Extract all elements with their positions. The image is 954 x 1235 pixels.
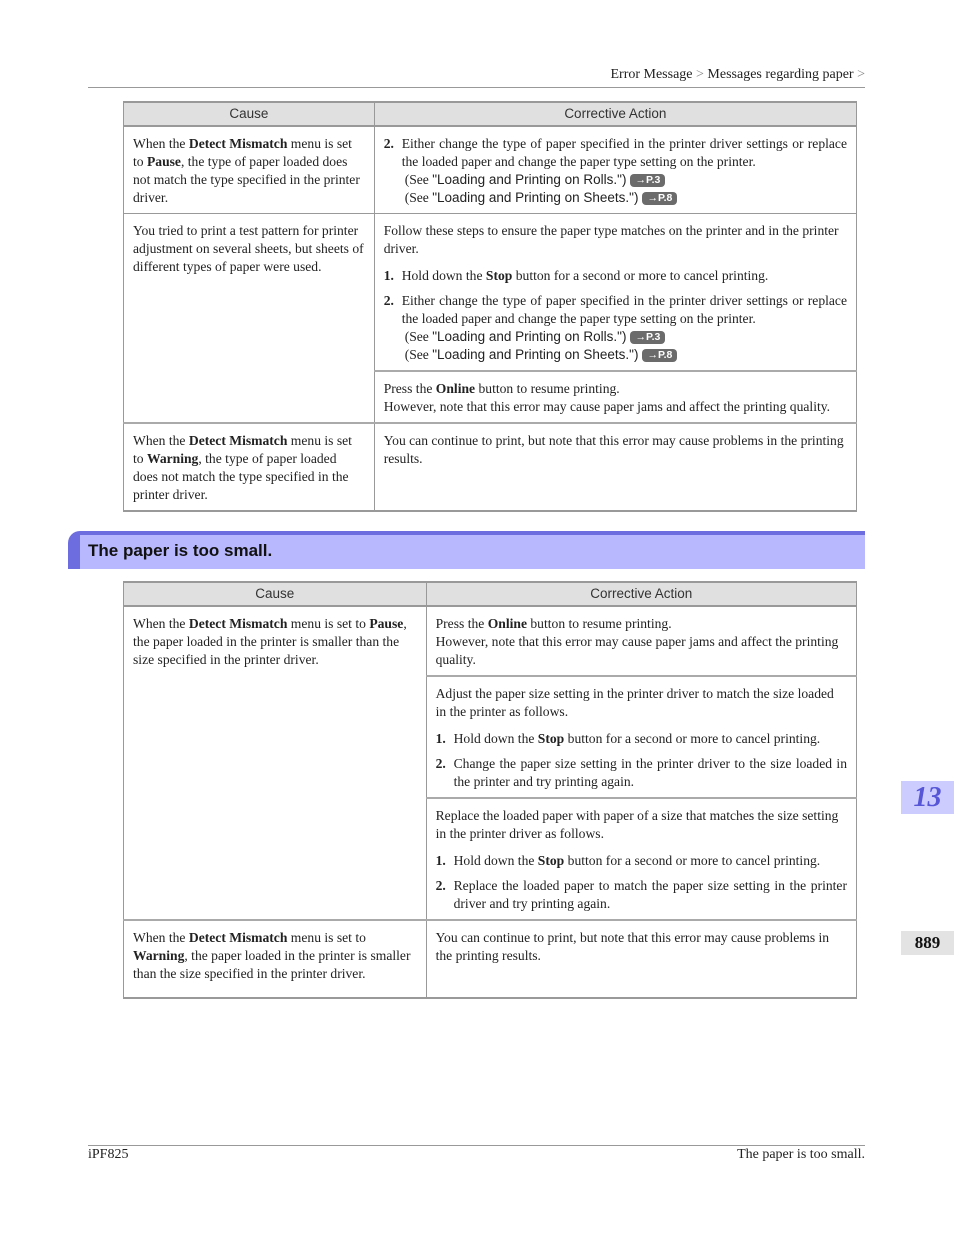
cause-cell — [124, 423, 375, 511]
column-header-corrective-action: Corrective Action — [426, 582, 856, 606]
error-table-paper-type — [123, 101, 857, 512]
action-text-part: button to resume printing. — [526, 616, 672, 631]
cause-text: menu is set to — [133, 136, 352, 169]
table-row — [124, 423, 857, 511]
button-name: Stop — [537, 731, 565, 746]
table-row — [124, 126, 857, 214]
cross-reference — [405, 346, 847, 364]
cross-reference — [405, 189, 847, 207]
breadcrumb-separator: > — [696, 67, 704, 82]
list-item — [384, 292, 847, 328]
action-cell: You can continue to print, but note that this error may cause problems in the printing results. — [426, 920, 856, 998]
action-line: However, note that this error may cause paper jams and affect the printing quality. — [435, 634, 839, 667]
step-number: 1. — [383, 268, 394, 283]
cause-text: , the type of paper loaded does not match the type specified in the printer driver. — [133, 451, 349, 502]
page-reference-badge[interactable]: →P.8 — [642, 349, 677, 362]
list-item — [436, 730, 847, 748]
menu-name: Detect Mismatch — [188, 616, 288, 631]
cause-text: , the paper loaded in the printer is smaller than the size specified in the printer driver. — [133, 616, 407, 667]
see-prefix: (See — [404, 190, 433, 205]
action-text-part: Press the — [435, 616, 488, 631]
page-reference-badge[interactable]: →P.8 — [642, 192, 677, 205]
header-divider — [88, 87, 865, 88]
menu-name: Detect Mismatch — [188, 930, 288, 945]
cause-cell — [124, 606, 427, 920]
cause-cell — [124, 126, 375, 214]
action-cell — [426, 606, 856, 676]
cause-text: menu is set to — [133, 433, 352, 466]
step-number: 1. — [435, 853, 446, 868]
page-reference-badge[interactable]: →P.3 — [630, 174, 665, 187]
step-text-part: Hold down the — [453, 853, 538, 868]
action-line — [436, 615, 847, 633]
button-name: Online — [435, 381, 476, 396]
step-text: Either change the type of paper specified in the printer driver settings or replace the loaded paper and change the paper type setting on the printer. — [401, 136, 847, 169]
step-text-part: button for a second or more to cancel printing. — [564, 853, 821, 868]
action-line — [384, 380, 847, 398]
setting-value: Pause — [146, 154, 181, 169]
action-intro: Follow these steps to ensure the paper type matches on the printer and in the printer driver. — [383, 223, 839, 256]
list-item — [436, 755, 847, 791]
column-header-corrective-action: Corrective Action — [374, 102, 856, 126]
action-line: However, note that this error may cause paper jams and affect the printing quality. — [383, 399, 831, 414]
button-name: Stop — [537, 853, 565, 868]
list-item — [436, 877, 847, 913]
step-text — [402, 267, 847, 285]
cause-text: When the — [133, 433, 189, 448]
page-number: 889 — [901, 931, 954, 955]
see-prefix: (See — [404, 172, 433, 187]
step-text-part: Hold down the — [453, 731, 538, 746]
column-header-cause: Cause — [124, 582, 427, 606]
menu-name: Detect Mismatch — [188, 136, 288, 151]
cause-cell: You tried to print a test pattern for printer adjustment on several sheets, but sheets of different types of paper were used. — [124, 214, 375, 424]
cause-text: menu is set to — [287, 930, 366, 945]
step-text: Change the paper size setting in the printer driver to the size loaded in the printer and try printing again. — [453, 756, 847, 789]
action-intro: Adjust the paper size setting in the printer driver to match the size loaded in the printer as follows. — [435, 686, 834, 719]
see-prefix: (See — [404, 347, 433, 362]
step-text-part: Hold down the — [401, 268, 486, 283]
cause-text: When the — [133, 930, 189, 945]
action-text-part: Press the — [383, 381, 436, 396]
column-header-cause: Cause — [124, 102, 375, 126]
list-item — [436, 852, 847, 870]
button-name: Online — [487, 616, 527, 631]
cause-text: , the paper loaded in the printer is smaller than the size specified in the printer driver. — [133, 948, 411, 981]
setting-value: Pause — [369, 616, 404, 631]
menu-name: Detect Mismatch — [188, 433, 288, 448]
table-row — [124, 214, 857, 372]
cross-reference — [405, 171, 847, 189]
step-text: Replace the loaded paper to match the paper size setting in the printer driver and try printing again. — [453, 878, 847, 911]
breadcrumb-item[interactable]: Messages regarding paper — [707, 67, 854, 82]
action-intro: Replace the loaded paper with paper of a size that matches the size setting in the printer driver as follows. — [435, 808, 839, 841]
table-header-row — [124, 582, 857, 606]
list-item — [384, 135, 847, 171]
reference-link[interactable]: "Loading and Printing on Sheets.") — [432, 347, 639, 362]
action-cell — [426, 676, 856, 798]
reference-link[interactable]: "Loading and Printing on Sheets.") — [432, 190, 639, 205]
step-text — [454, 730, 847, 748]
action-cell: You can continue to print, but note that this error may cause problems in the printing results. — [374, 423, 856, 511]
action-cell — [374, 126, 856, 214]
section-heading — [68, 531, 865, 569]
cause-text: , the type of paper loaded does not match the type specified in the printer driver. — [133, 154, 360, 205]
breadcrumb — [88, 66, 865, 84]
list-item — [384, 267, 847, 285]
footer-model-name: iPF825 — [88, 1147, 129, 1162]
table-row — [124, 920, 857, 998]
table-header-row — [124, 102, 857, 126]
step-number: 2. — [435, 878, 446, 893]
button-name: Stop — [485, 268, 513, 283]
breadcrumb-separator: > — [857, 67, 865, 82]
cause-cell — [124, 920, 427, 998]
breadcrumb-item[interactable]: Error Message — [610, 67, 693, 82]
cause-text: When the — [133, 616, 189, 631]
step-number: 1. — [435, 731, 446, 746]
action-cell — [374, 371, 856, 423]
table-row — [124, 606, 857, 676]
step-text — [454, 852, 847, 870]
cause-text: When the — [133, 136, 189, 151]
error-table-paper-size — [123, 581, 857, 999]
setting-value: Warning — [146, 451, 199, 466]
reference-link[interactable]: "Loading and Printing on Rolls.") — [432, 329, 627, 344]
setting-value: Warning — [133, 948, 185, 963]
step-text-part: button for a second or more to cancel printing. — [512, 268, 769, 283]
step-text-part: button for a second or more to cancel printing. — [564, 731, 821, 746]
chapter-tab[interactable]: 13 — [901, 781, 954, 814]
step-number: 2. — [383, 293, 394, 308]
step-text: Either change the type of paper specified in the printer driver settings or replace the loaded paper and change the paper type setting on the printer. — [401, 293, 847, 326]
footer-section-title: The paper is too small. — [737, 1147, 865, 1162]
cross-reference — [405, 328, 847, 346]
cause-text: menu is set to — [287, 616, 370, 631]
page-reference-badge[interactable]: →P.3 — [630, 331, 665, 344]
action-cell — [426, 798, 856, 920]
step-number: 2. — [435, 756, 446, 771]
action-text-part: button to resume printing. — [475, 381, 620, 396]
step-number: 2. — [383, 136, 394, 151]
see-prefix: (See — [404, 329, 433, 344]
section-title: The paper is too small. — [88, 541, 273, 560]
reference-link[interactable]: "Loading and Printing on Rolls.") — [432, 172, 627, 187]
action-cell — [374, 214, 856, 372]
